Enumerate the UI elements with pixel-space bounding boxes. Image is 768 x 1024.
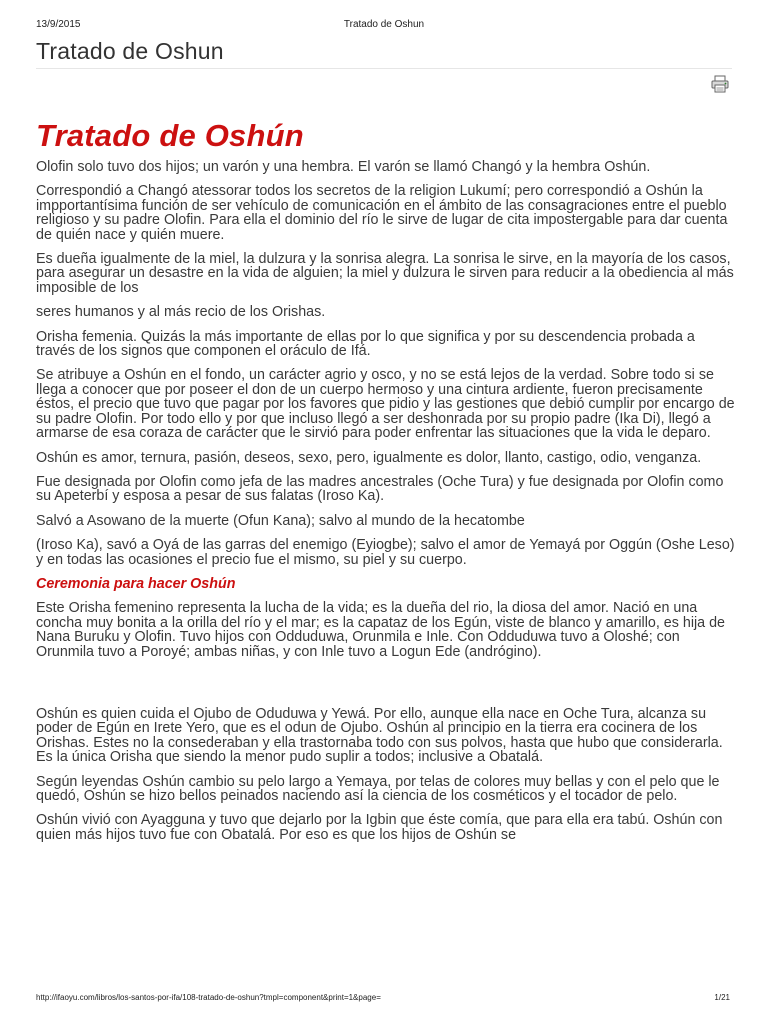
- paragraph: Según leyendas Oshún cambio su pelo largo a Yemaya, por telas de colores muy bellas y con el pelo que le quedó, Oshún se hizo bellos peinados naciendo así la ciencia de los cosméticos y el tocador de pelo.: [36, 773, 720, 804]
- paragraphs-group-2b: [36, 707, 736, 842]
- paragraph: Se atribuye a Oshún en el fondo, un carácter agrio y osco, y no se está lejos de la verdad. Sobre todo si se llega a conocer que por poseer el don de un cuerpo hermoso y una cintura ardiente, fueron precisamente éstos, el precio que tuvo que pagar por los favores que pidio y las gestiones que debió cumplir por encargo de su padre Olofin. Por todo ello y por que incluso llegó a ser deshonrada por su propio padre (Ika Di), llegó a armarse de esa coraza de carácter que le sirvió para poder enfrentar las situaciones que la vida le deparo.: [36, 367, 735, 442]
- footer-url: http://ifaoyu.com/libros/los-santos-por-ifa/108-tratado-de-oshun?tmpl=component&print=1&page=: [36, 993, 381, 1002]
- paragraph: Fue designada por Olofin como jefa de las madres ancestrales (Oche Tura) y fue designada por Olofin como su Apeterbí y esposa a pesar de sus falatas (Iroso Ka).: [36, 473, 724, 505]
- paragraph: (Iroso Ka), savó a Oyá de las garras del enemigo (Eyiogbe); salvo el amor de Yemayá por Oggún (Oshe Leso) y en todas las ocasiones el precio fue el mismo, su piel y su cuerpo.: [36, 537, 735, 568]
- paragraph: Oshún es quien cuida el Ojubo de Oduduwa y Yewá. Por ello, aunque ella nace en Oche Tura, alcanza su poder de Egún en Irete Yero, que es el odun de Ojubo. Oshún al principio en la tierra era cocinera de los Orishas. Estes no la consederaban y ella trastornaba todo con sus polvos, hasta que hubo que considerarla. Es la única Orisha que siendo la menor pudo suplir a todos; inclusive a Obatalá.: [36, 705, 723, 766]
- article-title: Tratado de Oshún: [36, 118, 304, 153]
- print-header-title: Tratado de Oshun: [343, 19, 425, 30]
- print-date: 13/9/2015: [36, 19, 81, 30]
- paragraph: Es dueña igualmente de la miel, la dulzura y la sonrisa alegra. La sonrisa le sirve, en la mayoría de los casos, para asegurar un desastre en la vida de alguien; la miel y dulzura le sirven para reducir a la obediencia al más imposible de los: [36, 251, 734, 296]
- paragraph: Oshún es amor, ternura, pasión, deseos, sexo, pero, igualmente es dolor, llanto, castigo, odio, venganza.: [36, 449, 702, 466]
- paragraph: Correspondió a Changó atessorar todos los secretos de la religion Lukumí; pero correspondió a Oshún la impportantísima función de ser vehículo de comunicación en el ámbito de las consagraciones entre el pueblo religioso y su padre Olofin. Para ella el dominio del río le sirve de lugar de cita impostergable para dar cuenta de quién nace y quién muere.: [36, 183, 728, 243]
- printer-icon[interactable]: [710, 74, 730, 94]
- paragraph: Salvó a Asowano de la muerte (Ofun Kana); salvo al mundo de la hecatombe: [36, 512, 525, 529]
- footer-page-number: 1/21: [714, 993, 730, 1002]
- article-body: [36, 160, 736, 852]
- section-subtitle: Ceremonia para hacer Oshún: [36, 575, 236, 592]
- paragraphs-group-2a: [36, 601, 736, 659]
- paragraph: Olofin solo tuvo dos hijos; un varón y una hembra. El varón se llamó Changó y la hembra Oshún.: [36, 159, 651, 175]
- paragraph: Oshún vivió con Ayagguna y tuvo que dejarlo por la Igbin que éste comía, que para ella era tabú. Oshún con quien más hijos tuvo fue con Obatalá. Por eso es que los hijos de Oshún se: [36, 812, 723, 843]
- paragraph: Orisha femenia. Quizás la más importante de ellas por lo que significa y por su descendencia probada a través de los signos que componen el oráculo de Ifá.: [36, 328, 695, 360]
- paragraph: Este Orisha femenino representa la lucha de la vida; es la dueña del rio, la diosa del amor. Nació en una concha muy bonita a la orilla del río y el mar; es la capataz de los Egún, viste de blanco y amarillo, es hija de Nana Buruku y Olofin. Tuvo hijos con Odduduwa, Orunmila e Inle. Con Odduduwa tuvo a Oloshé; con Orunmila tuvo a Poroyé; ambas niñas, y con Inle tuvo a Logun Ede (andrógino).: [36, 600, 726, 660]
- paragraphs-group-1: [36, 160, 736, 567]
- paragraph: seres humanos y al más recio de los Orishas.: [36, 304, 326, 321]
- blank-gap: [36, 669, 736, 707]
- page-title: Tratado de Oshun: [36, 38, 224, 64]
- title-divider: [36, 68, 732, 69]
